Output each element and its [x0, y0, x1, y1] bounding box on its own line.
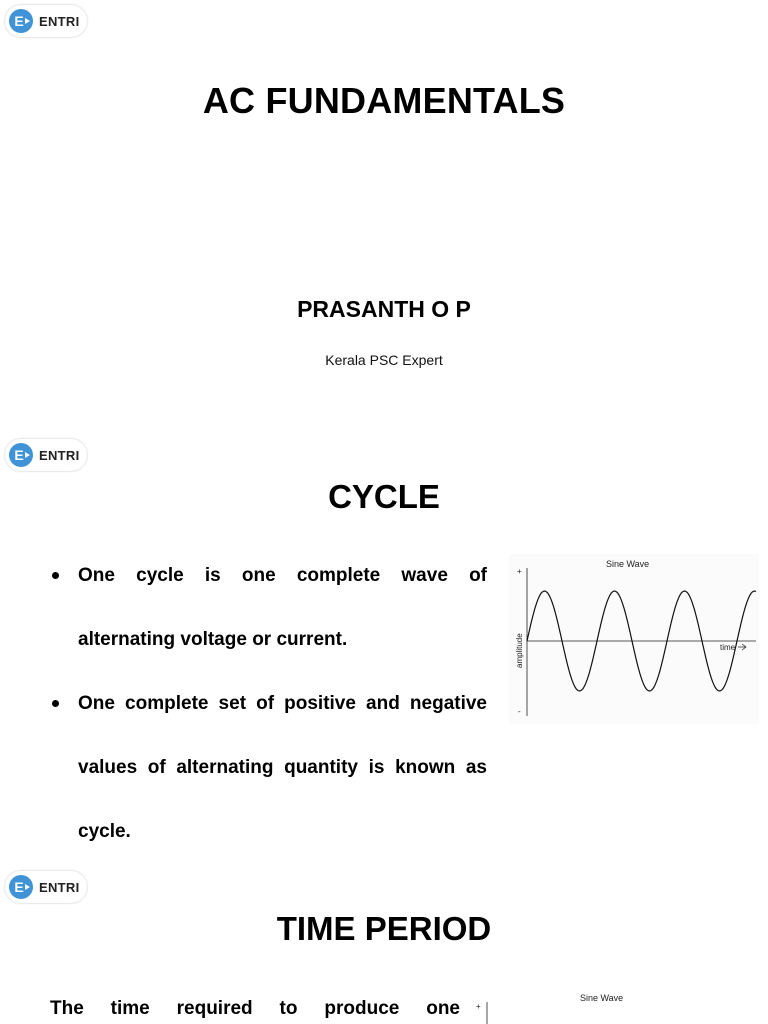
entri-logo: [5, 5, 87, 37]
y-axis-label: amplitude: [515, 633, 524, 668]
entri-logo: [5, 439, 87, 471]
slide-heading: CYCLE: [328, 478, 440, 515]
author-role: Kerala PSC Expert: [325, 352, 443, 368]
x-axis-arrow: [738, 644, 746, 650]
entri-logo: [5, 871, 87, 903]
figure-title: Sine Wave: [580, 993, 624, 1003]
bullet-list: [50, 544, 487, 864]
entri-logo-icon: E: [9, 9, 33, 33]
slide-heading: TIME PERIOD: [276, 910, 492, 947]
slide-cycle: [0, 434, 768, 864]
body-text: The time required to produce one: [50, 998, 460, 1019]
author-name: PRASANTH O P: [297, 296, 471, 322]
sine-wave-figure: [509, 554, 759, 724]
slide-time-period: [0, 866, 768, 1024]
entri-logo-text: ENTRI: [39, 13, 80, 29]
minus-sign: -: [518, 707, 521, 716]
plus-sign: +: [517, 567, 522, 576]
entri-logo-icon: E: [9, 443, 33, 467]
presentation-title: AC FUNDAMENTALS: [202, 80, 566, 121]
bullet-item: One complete set of positive and negative values of alternating quantity is known as cycle.: [50, 672, 487, 864]
bullet-item: One cycle is one complete wave of alternating voltage or current.: [50, 544, 487, 672]
slide-title-page: [0, 0, 768, 430]
plus-sign: +: [476, 1002, 481, 1011]
entri-logo-text: ENTRI: [39, 879, 80, 895]
figure-title: Sine Wave: [606, 559, 650, 569]
entri-logo-text: ENTRI: [39, 447, 80, 463]
entri-logo-icon: E: [9, 875, 33, 899]
sine-wave-figure-partial: [476, 990, 756, 1024]
x-axis-label: time: [720, 643, 736, 652]
